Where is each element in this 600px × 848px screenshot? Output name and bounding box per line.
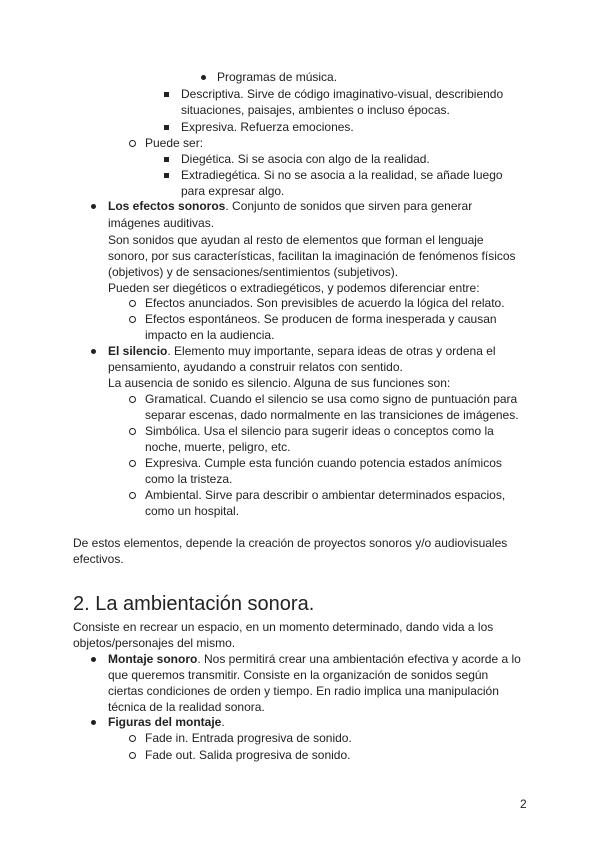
list-item-text: separar escenas, dado normalmente en las transiciones de imágenes. <box>145 408 519 422</box>
body-line: (objetivos) y de sensaciones/sentimientos (subjetivos). <box>108 265 399 279</box>
list-item-text: ciertas condiciones de orden y tiempo. En radio implica una manipulación <box>108 684 499 698</box>
bullet-marker <box>91 720 96 725</box>
bold-term: Montaje sonoro <box>108 652 198 666</box>
bullet-marker <box>164 157 169 162</box>
list-item-text: Puede ser: <box>145 136 204 150</box>
list-item-text: Programas de música. <box>217 70 338 84</box>
body-line: De estos elementos, depende la creación de proyectos sonoros y/o audiovisuales <box>73 536 508 550</box>
section-heading: 2. La ambientación sonora. <box>73 593 315 615</box>
list-item-text: Extradiegética. Si no se asocia a la realidad, se añade luego <box>181 168 503 182</box>
body-line: efectivos. <box>73 552 124 566</box>
bullet-marker <box>129 396 136 403</box>
bullet-marker <box>129 492 136 499</box>
body-line: Consiste en recrear un espacio, en un momento determinado, dando vida a los <box>73 620 494 634</box>
bullet-marker <box>129 460 136 467</box>
list-item-text: Efectos anunciados. Son previsibles de acuerdo la lógica del relato. <box>145 296 505 310</box>
bullet-marker <box>164 173 169 178</box>
page-number: 2 <box>520 797 527 811</box>
body-line: sonoro, por sus características, facilitan la imaginación de fenómenos físicos <box>108 249 516 263</box>
body-line: objetos/personajes del mismo. <box>73 636 236 650</box>
list-item-first-line <box>108 651 521 667</box>
bold-term: Figuras del montaje <box>108 715 222 729</box>
term-description: . Conjunto de sonidos que sirven para generar <box>225 199 473 213</box>
bullet-marker <box>129 752 136 759</box>
list-item-text: Gramatical. Cuando el silencio se usa como signo de puntuación para <box>145 392 518 406</box>
list-item-text: Diegética. Si se asocia con algo de la realidad. <box>181 152 430 166</box>
bullet-marker <box>91 657 96 662</box>
list-item-text: como la tristeza. <box>145 472 233 486</box>
bold-term: El silencio <box>108 344 168 358</box>
bullet-marker <box>91 204 96 209</box>
list-item-text: Fade out. Salida progresiva de sonido. <box>145 748 351 762</box>
body-line: La ausencia de sonido es silencio. Alguna de sus funciones son: <box>108 376 451 390</box>
list-item-first-line <box>108 714 225 730</box>
bullet-marker <box>129 735 136 742</box>
bullet-marker <box>129 140 136 147</box>
list-item-text: Simbólica. Usa el silencio para sugerir ideas o conceptos como la <box>145 424 494 438</box>
bullet-marker <box>129 300 136 307</box>
list-item-text: Efectos espontáneos. Se producen de forma inesperada y causan <box>145 312 497 326</box>
list-item-first-line <box>108 343 496 359</box>
list-item-text: Descriptiva. Sirve de código imaginativo-visual, describiendo <box>181 87 504 101</box>
bullet-marker <box>164 125 169 130</box>
body-line: Pueden ser diegéticos o extradiegéticos, y podemos diferenciar entre: <box>108 281 480 295</box>
term-description: . <box>221 715 225 729</box>
list-item-text: Expresiva. Refuerza emociones. <box>181 120 354 134</box>
list-item-text: imágenes auditivas. <box>108 216 215 230</box>
bold-term: Los efectos sonoros <box>108 199 226 213</box>
term-description: . Elemento muy importante, separa ideas de otras y ordena el <box>167 344 496 358</box>
body-line: Son sonidos que ayudan al resto de elementos que forman el lenguaje <box>108 233 484 247</box>
list-item-text: pensamiento, ayudando a construir relatos con sentido. <box>108 360 403 374</box>
list-item-text: impacto en la audiencia. <box>145 328 275 342</box>
list-item-text: noche, muerte, peligro, etc. <box>145 440 291 454</box>
list-item-text: situaciones, paisajes, ambientes o incluso épocas. <box>181 103 450 117</box>
list-item-text: para expresar algo. <box>181 184 285 198</box>
list-item-text: que queremos transmitir. Consiste en la organización de sonidos según <box>108 668 489 682</box>
list-item-text: como un hospital. <box>145 504 240 518</box>
bullet-marker <box>129 428 136 435</box>
bullet-marker <box>91 349 96 354</box>
list-item-text: Fade in. Entrada progresiva de sonido. <box>145 731 352 745</box>
list-item-text: Ambiental. Sirve para describir o ambientar determinados espacios, <box>145 488 506 502</box>
list-item-first-line <box>108 198 472 214</box>
list-item-text: técnica de la realidad sonora. <box>108 700 265 714</box>
list-item-text: Expresiva. Cumple esta función cuando potencia estados anímicos <box>145 456 502 470</box>
bullet-marker <box>129 316 136 323</box>
term-description: . Nos permitirá crear una ambientación efectiva y acorde a lo <box>197 652 521 666</box>
bullet-marker <box>201 75 206 80</box>
bullet-marker <box>164 92 169 97</box>
